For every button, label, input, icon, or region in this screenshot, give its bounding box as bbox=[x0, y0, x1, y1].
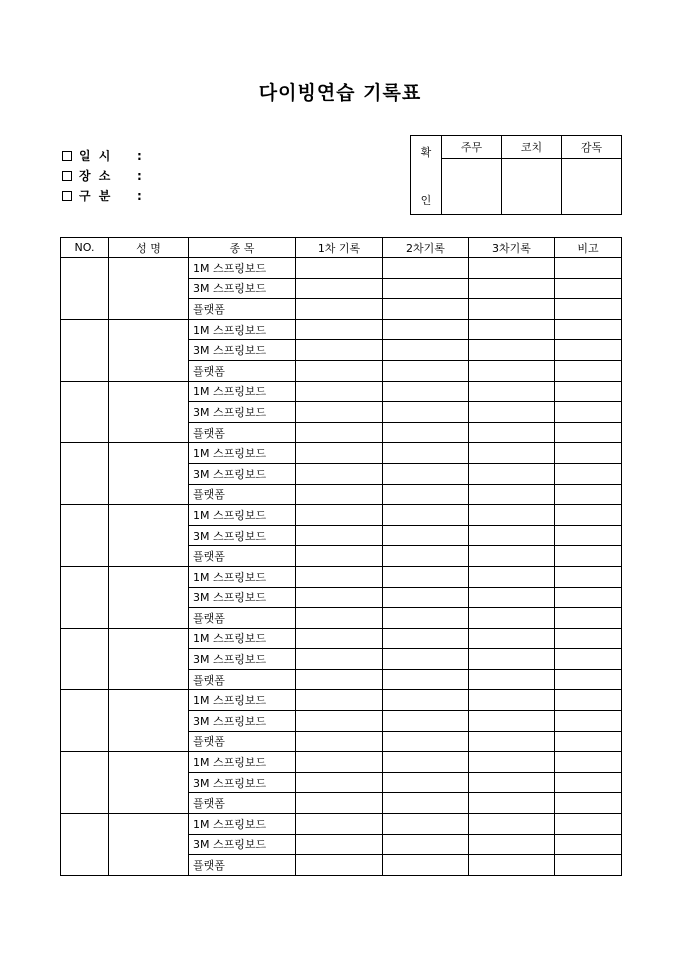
cell-record-3[interactable] bbox=[469, 505, 555, 526]
cell-no[interactable] bbox=[61, 814, 109, 876]
cell-event: 플랫폼 bbox=[189, 484, 296, 505]
cell-record-3[interactable] bbox=[469, 258, 555, 279]
cell-name[interactable] bbox=[109, 628, 189, 690]
table-row bbox=[61, 566, 622, 587]
cell-no[interactable] bbox=[61, 566, 109, 628]
cell-record-1[interactable] bbox=[296, 299, 383, 320]
cell-event: 플랫폼 bbox=[189, 608, 296, 629]
cell-record-3[interactable] bbox=[469, 525, 555, 546]
checkbox-square-icon bbox=[62, 191, 72, 201]
cell-record-2[interactable] bbox=[383, 402, 469, 423]
cell-event: 플랫폼 bbox=[189, 546, 296, 567]
cell-name[interactable] bbox=[109, 505, 189, 567]
cell-event: 플랫폼 bbox=[189, 299, 296, 320]
cell-remarks[interactable] bbox=[555, 443, 622, 464]
checkbox-square-icon bbox=[62, 151, 72, 161]
table-row bbox=[61, 505, 622, 526]
cell-remarks[interactable] bbox=[555, 299, 622, 320]
info-row-category bbox=[62, 186, 142, 206]
cell-event: 3M 스프링보드 bbox=[189, 711, 296, 732]
table-row bbox=[61, 381, 622, 402]
cell-record-1[interactable] bbox=[296, 731, 383, 752]
cell-record-2[interactable] bbox=[383, 258, 469, 279]
cell-record-3[interactable] bbox=[469, 587, 555, 608]
cell-record-2[interactable] bbox=[383, 793, 469, 814]
cell-event: 1M 스프링보드 bbox=[189, 566, 296, 587]
cell-record-3[interactable] bbox=[469, 402, 555, 423]
cell-record-1[interactable] bbox=[296, 711, 383, 732]
cell-event: 플랫폼 bbox=[189, 731, 296, 752]
cell-record-2[interactable] bbox=[383, 340, 469, 361]
cell-remarks[interactable] bbox=[555, 258, 622, 279]
cell-remarks[interactable] bbox=[555, 360, 622, 381]
cell-event: 3M 스프링보드 bbox=[189, 278, 296, 299]
cell-name[interactable] bbox=[109, 752, 189, 814]
cell-remarks[interactable] bbox=[555, 731, 622, 752]
cell-name[interactable] bbox=[109, 814, 189, 876]
cell-event: 1M 스프링보드 bbox=[189, 319, 296, 340]
cell-name[interactable] bbox=[109, 258, 189, 320]
cell-record-2[interactable] bbox=[383, 319, 469, 340]
cell-event: 플랫폼 bbox=[189, 669, 296, 690]
cell-record-2[interactable] bbox=[383, 422, 469, 443]
cell-record-1[interactable] bbox=[296, 402, 383, 423]
cell-remarks[interactable] bbox=[555, 566, 622, 587]
cell-event: 3M 스프링보드 bbox=[189, 402, 296, 423]
cell-record-2[interactable] bbox=[383, 731, 469, 752]
cell-record-1[interactable] bbox=[296, 443, 383, 464]
cell-remarks[interactable] bbox=[555, 752, 622, 773]
cell-event: 플랫폼 bbox=[189, 360, 296, 381]
col-header-name: 성 명 bbox=[109, 238, 189, 258]
cell-remarks[interactable] bbox=[555, 855, 622, 876]
records-table bbox=[60, 237, 622, 876]
cell-event: 1M 스프링보드 bbox=[189, 258, 296, 279]
cell-remarks[interactable] bbox=[555, 587, 622, 608]
cell-remarks[interactable] bbox=[555, 340, 622, 361]
approval-label-top: 확 bbox=[420, 146, 432, 159]
cell-record-1[interactable] bbox=[296, 319, 383, 340]
cell-event: 3M 스프링보드 bbox=[189, 834, 296, 855]
cell-record-3[interactable] bbox=[469, 463, 555, 484]
cell-record-3[interactable] bbox=[469, 814, 555, 835]
cell-remarks[interactable] bbox=[555, 484, 622, 505]
table-row bbox=[61, 690, 622, 711]
approval-side-label bbox=[411, 136, 442, 215]
col-header-event: 종 목 bbox=[189, 238, 296, 258]
cell-record-1[interactable] bbox=[296, 669, 383, 690]
approval-label-bottom: 인 bbox=[420, 194, 432, 207]
cell-record-2[interactable] bbox=[383, 566, 469, 587]
table-row bbox=[61, 319, 622, 340]
cell-record-3[interactable] bbox=[469, 278, 555, 299]
cell-record-3[interactable] bbox=[469, 340, 555, 361]
cell-record-3[interactable] bbox=[469, 484, 555, 505]
table-header-row bbox=[61, 238, 622, 258]
table-row bbox=[61, 814, 622, 835]
cell-record-1[interactable] bbox=[296, 587, 383, 608]
cell-event: 3M 스프링보드 bbox=[189, 525, 296, 546]
cell-record-2[interactable] bbox=[383, 669, 469, 690]
cell-remarks[interactable] bbox=[555, 319, 622, 340]
cell-no[interactable] bbox=[61, 319, 109, 381]
cell-remarks[interactable] bbox=[555, 422, 622, 443]
cell-remarks[interactable] bbox=[555, 669, 622, 690]
cell-record-3[interactable] bbox=[469, 299, 555, 320]
cell-remarks[interactable] bbox=[555, 711, 622, 732]
cell-record-3[interactable] bbox=[469, 752, 555, 773]
cell-no[interactable] bbox=[61, 258, 109, 320]
approval-role-coach: 코치 bbox=[502, 136, 562, 159]
info-colon: : bbox=[137, 169, 142, 183]
cell-record-1[interactable] bbox=[296, 360, 383, 381]
cell-no[interactable] bbox=[61, 690, 109, 752]
cell-remarks[interactable] bbox=[555, 505, 622, 526]
cell-record-1[interactable] bbox=[296, 505, 383, 526]
cell-record-3[interactable] bbox=[469, 855, 555, 876]
table-row bbox=[61, 443, 622, 464]
cell-record-3[interactable] bbox=[469, 690, 555, 711]
cell-record-1[interactable] bbox=[296, 525, 383, 546]
cell-record-2[interactable] bbox=[383, 752, 469, 773]
cell-event: 플랫폼 bbox=[189, 422, 296, 443]
cell-record-2[interactable] bbox=[383, 711, 469, 732]
approval-sign-coach[interactable] bbox=[502, 158, 562, 214]
cell-record-3[interactable] bbox=[469, 731, 555, 752]
cell-record-1[interactable] bbox=[296, 340, 383, 361]
info-colon: : bbox=[137, 189, 142, 203]
cell-name[interactable] bbox=[109, 443, 189, 505]
table-row bbox=[61, 258, 622, 279]
cell-record-1[interactable] bbox=[296, 690, 383, 711]
cell-record-1[interactable] bbox=[296, 608, 383, 629]
cell-record-3[interactable] bbox=[469, 546, 555, 567]
cell-event: 3M 스프링보드 bbox=[189, 649, 296, 670]
cell-record-1[interactable] bbox=[296, 381, 383, 402]
cell-record-3[interactable] bbox=[469, 669, 555, 690]
col-header-record-1: 1차 기록 bbox=[296, 238, 383, 258]
info-section bbox=[62, 146, 142, 206]
cell-event: 3M 스프링보드 bbox=[189, 772, 296, 793]
table-row bbox=[61, 628, 622, 649]
cell-no[interactable] bbox=[61, 381, 109, 443]
info-row-place bbox=[62, 166, 142, 186]
cell-event: 플랫폼 bbox=[189, 855, 296, 876]
info-label-category: 구 분 bbox=[79, 189, 113, 203]
cell-record-3[interactable] bbox=[469, 422, 555, 443]
cell-remarks[interactable] bbox=[555, 278, 622, 299]
cell-record-1[interactable] bbox=[296, 814, 383, 835]
cell-record-2[interactable] bbox=[383, 855, 469, 876]
cell-record-1[interactable] bbox=[296, 793, 383, 814]
cell-record-1[interactable] bbox=[296, 752, 383, 773]
cell-event: 1M 스프링보드 bbox=[189, 752, 296, 773]
page-title: 다이빙연습 기록표 bbox=[258, 82, 422, 104]
cell-record-2[interactable] bbox=[383, 443, 469, 464]
cell-event: 1M 스프링보드 bbox=[189, 814, 296, 835]
col-header-remarks: 비고 bbox=[555, 238, 622, 258]
cell-record-1[interactable] bbox=[296, 422, 383, 443]
cell-name[interactable] bbox=[109, 690, 189, 752]
cell-record-2[interactable] bbox=[383, 587, 469, 608]
cell-event: 1M 스프링보드 bbox=[189, 505, 296, 526]
cell-event: 1M 스프링보드 bbox=[189, 443, 296, 464]
cell-record-1[interactable] bbox=[296, 258, 383, 279]
cell-record-3[interactable] bbox=[469, 360, 555, 381]
cell-record-1[interactable] bbox=[296, 546, 383, 567]
cell-record-3[interactable] bbox=[469, 566, 555, 587]
cell-no[interactable] bbox=[61, 443, 109, 505]
cell-record-1[interactable] bbox=[296, 855, 383, 876]
approval-sign-manager[interactable] bbox=[442, 158, 502, 214]
cell-record-1[interactable] bbox=[296, 278, 383, 299]
cell-remarks[interactable] bbox=[555, 814, 622, 835]
cell-record-2[interactable] bbox=[383, 381, 469, 402]
cell-record-3[interactable] bbox=[469, 711, 555, 732]
table-row bbox=[61, 752, 622, 773]
cell-record-1[interactable] bbox=[296, 628, 383, 649]
cell-record-3[interactable] bbox=[469, 772, 555, 793]
cell-event: 3M 스프링보드 bbox=[189, 463, 296, 484]
cell-record-2[interactable] bbox=[383, 484, 469, 505]
cell-record-2[interactable] bbox=[383, 608, 469, 629]
cell-record-2[interactable] bbox=[383, 505, 469, 526]
cell-event: 1M 스프링보드 bbox=[189, 628, 296, 649]
cell-name[interactable] bbox=[109, 566, 189, 628]
approval-table bbox=[410, 135, 622, 215]
cell-no[interactable] bbox=[61, 628, 109, 690]
cell-remarks[interactable] bbox=[555, 793, 622, 814]
cell-record-1[interactable] bbox=[296, 772, 383, 793]
col-header-record-2: 2차기록 bbox=[383, 238, 469, 258]
cell-record-3[interactable] bbox=[469, 381, 555, 402]
cell-remarks[interactable] bbox=[555, 608, 622, 629]
cell-event: 1M 스프링보드 bbox=[189, 690, 296, 711]
cell-record-2[interactable] bbox=[383, 546, 469, 567]
cell-record-2[interactable] bbox=[383, 463, 469, 484]
cell-event: 플랫폼 bbox=[189, 793, 296, 814]
cell-record-2[interactable] bbox=[383, 814, 469, 835]
cell-record-3[interactable] bbox=[469, 443, 555, 464]
cell-remarks[interactable] bbox=[555, 546, 622, 567]
cell-remarks[interactable] bbox=[555, 628, 622, 649]
info-colon: : bbox=[137, 149, 142, 163]
cell-remarks[interactable] bbox=[555, 525, 622, 546]
cell-record-2[interactable] bbox=[383, 834, 469, 855]
cell-record-2[interactable] bbox=[383, 772, 469, 793]
cell-record-3[interactable] bbox=[469, 628, 555, 649]
cell-record-3[interactable] bbox=[469, 793, 555, 814]
cell-remarks[interactable] bbox=[555, 772, 622, 793]
approval-role-manager: 주무 bbox=[442, 136, 502, 159]
cell-record-2[interactable] bbox=[383, 649, 469, 670]
approval-sign-director[interactable] bbox=[562, 158, 622, 214]
cell-no[interactable] bbox=[61, 505, 109, 567]
info-row-date bbox=[62, 146, 142, 166]
cell-remarks[interactable] bbox=[555, 649, 622, 670]
cell-event: 3M 스프링보드 bbox=[189, 340, 296, 361]
cell-remarks[interactable] bbox=[555, 381, 622, 402]
cell-no[interactable] bbox=[61, 752, 109, 814]
cell-record-1[interactable] bbox=[296, 566, 383, 587]
cell-record-3[interactable] bbox=[469, 649, 555, 670]
cell-remarks[interactable] bbox=[555, 463, 622, 484]
records-body bbox=[61, 258, 622, 876]
cell-remarks[interactable] bbox=[555, 834, 622, 855]
checkbox-square-icon bbox=[62, 171, 72, 181]
info-label-date: 일 시 bbox=[79, 149, 113, 163]
cell-record-1[interactable] bbox=[296, 649, 383, 670]
cell-remarks[interactable] bbox=[555, 402, 622, 423]
cell-record-2[interactable] bbox=[383, 360, 469, 381]
approval-role-director: 감독 bbox=[562, 136, 622, 159]
cell-record-1[interactable] bbox=[296, 463, 383, 484]
cell-record-3[interactable] bbox=[469, 319, 555, 340]
cell-record-2[interactable] bbox=[383, 628, 469, 649]
cell-name[interactable] bbox=[109, 381, 189, 443]
cell-record-2[interactable] bbox=[383, 278, 469, 299]
cell-remarks[interactable] bbox=[555, 690, 622, 711]
cell-record-2[interactable] bbox=[383, 299, 469, 320]
cell-event: 1M 스프링보드 bbox=[189, 381, 296, 402]
cell-event: 3M 스프링보드 bbox=[189, 587, 296, 608]
cell-name[interactable] bbox=[109, 319, 189, 381]
info-label-place: 장 소 bbox=[79, 169, 113, 183]
cell-record-3[interactable] bbox=[469, 834, 555, 855]
col-header-no: NO. bbox=[61, 238, 109, 258]
cell-record-1[interactable] bbox=[296, 484, 383, 505]
cell-record-3[interactable] bbox=[469, 608, 555, 629]
cell-record-2[interactable] bbox=[383, 690, 469, 711]
cell-record-1[interactable] bbox=[296, 834, 383, 855]
cell-record-2[interactable] bbox=[383, 525, 469, 546]
col-header-record-3: 3차기록 bbox=[469, 238, 555, 258]
